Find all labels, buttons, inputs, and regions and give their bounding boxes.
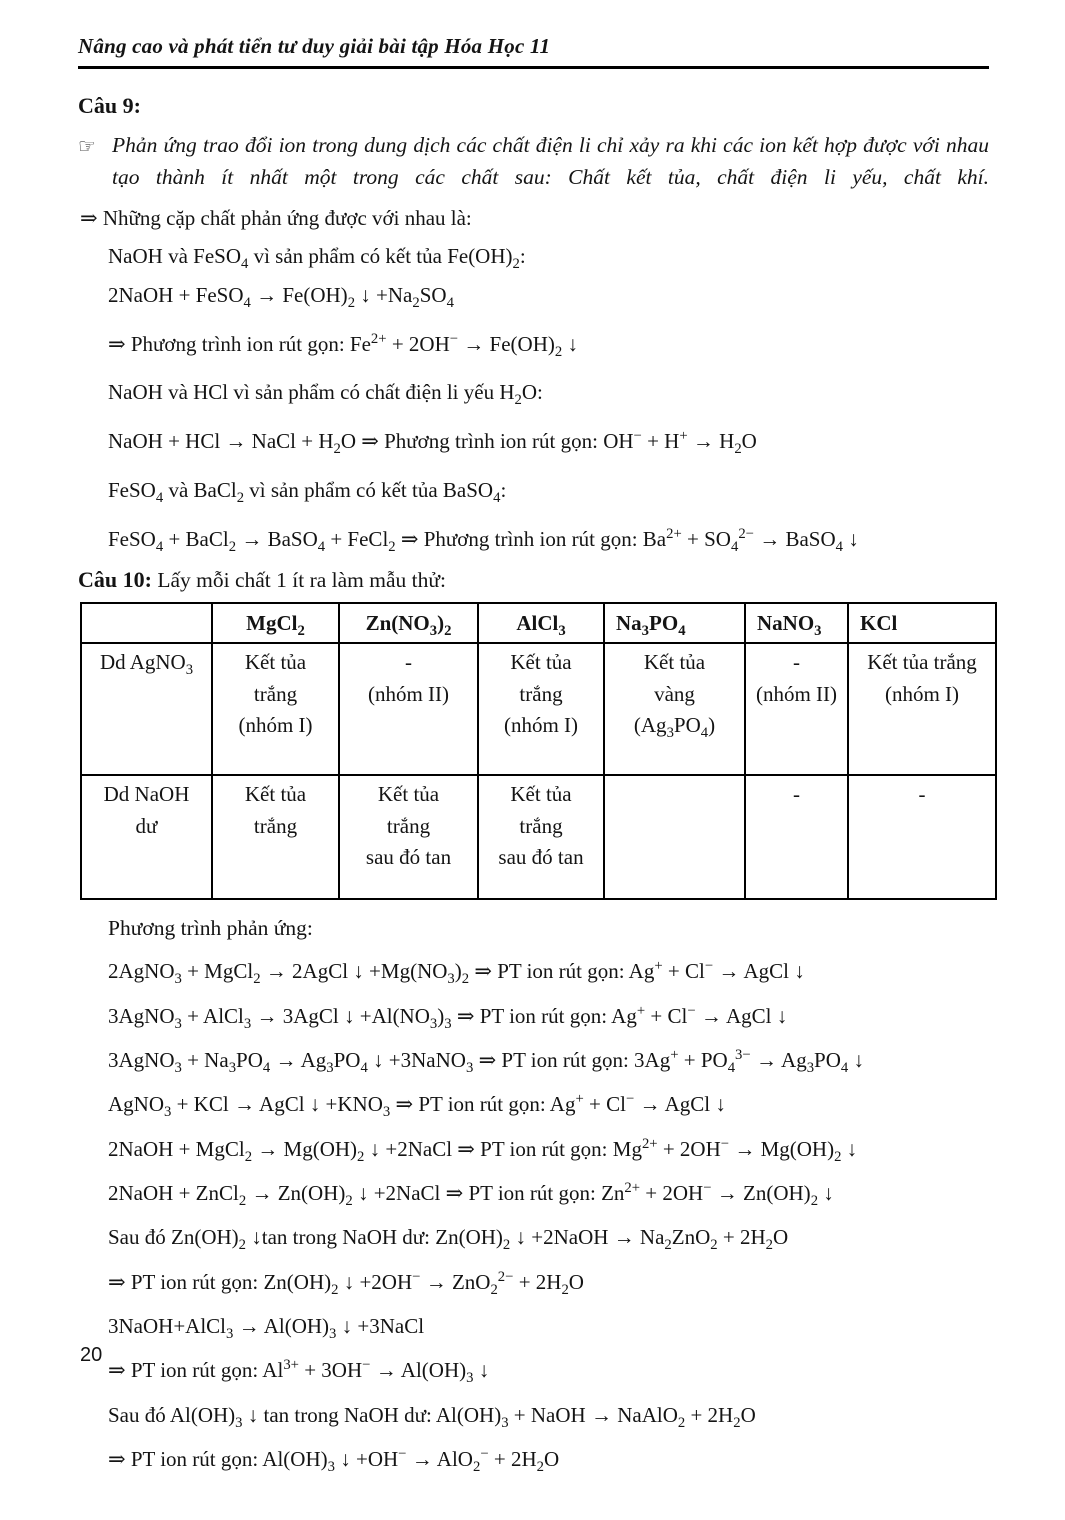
table-column-header: NaNO$_3$ — [745, 603, 848, 643]
result-cell: Kết tủa trắng sau đó tan — [339, 775, 478, 899]
result-cell: - (nhóm II) — [745, 643, 848, 775]
result-cell: - (nhóm II) — [339, 643, 478, 775]
cau9-note-text: Phản ứng trao đổi ion trong dung dịch các chất điện li chỉ xảy ra khi các ion kết hợp được với nhau tạo thành ít nhất một trong các chất sau: Chất kết tủa, chất điện li yếu, chất khí. — [112, 133, 989, 190]
result-cell: Kết tủa trắng sau đó tan — [478, 775, 604, 899]
text-line: NaOH và FeSO$_4$ vì sản phẩm có kết tủa $Fe(OH)_2$: — [108, 244, 526, 273]
text-line: ⇒ Những cặp chất phản ứng được với nhau là: — [80, 205, 472, 230]
equation-line: 3AgNO$_3$ + AlCl$_3$ → 3AgCl ↓ $+Al(NO_3)_3$ ⇒ PT ion rút gọn: Ag+ + Cl− → AgCl ↓ — [108, 1002, 788, 1032]
equation-line: Sau đó $Al(OH)_3$ ↓ tan trong NaOH dư: $Al(OH)_3$ + NaOH → NaAlO$_2$ + $2H_2O$ — [108, 1402, 756, 1431]
cau10-heading-text: Lấy mỗi chất 1 ít ra làm mẫu thử: — [151, 568, 447, 593]
equation-line: 2NaOH + ZnCl$_2$ → $Zn(OH)_2$ ↓ +2NaCl ⇒ PT ion rút gọn: $Zn^{2+} + 2OH^- \to Zn(OH)_2$ ↓ — [108, 1179, 834, 1210]
table-column-header: MgCl$_2$ — [212, 603, 339, 643]
table-column-header: $Na_3PO_4$ — [604, 603, 745, 643]
result-cell: Kết tủa trắng (nhóm I) — [848, 643, 996, 775]
cau9-note — [78, 129, 989, 194]
pointing-hand-icon: ☞ — [78, 134, 96, 158]
equation-line: 3NaOH+AlCl$_3$ → $Al(OH)_3$ ↓ +3NaCl — [108, 1314, 425, 1343]
page-number: 20 — [80, 1344, 103, 1366]
cau9-heading: Câu 9: — [78, 93, 141, 118]
equation-line: 3AgNO$_3$ + $Na_3PO_4 \to Ag_3PO_4$ ↓ +3NaNO$_3$ ⇒ PT ion rút gọn: $3Ag^+ + PO_4^{3-} \to Ag_3PO_4$ ↓ — [108, 1046, 864, 1077]
cau10-heading-label: Câu 10: — [78, 567, 152, 593]
equation-line: AgNO$_3$ + KCl → AgCl ↓ $+KNO_3$ ⇒ PT ion rút gọn: Ag+ + Cl− → AgCl ↓ — [108, 1091, 726, 1121]
pt-heading: Phương trình phản ứng: — [108, 916, 313, 941]
row-label-cell: Dd AgNO$_3$ — [81, 643, 212, 775]
result-cell — [604, 775, 745, 899]
result-cell: Kết tủa trắng (nhóm I) — [478, 643, 604, 775]
cau10-heading — [78, 567, 989, 593]
result-cell: - — [745, 775, 848, 899]
table-column-header: $Zn(NO_3)_2$ — [339, 603, 478, 643]
running-header-title: Nâng cao và phát tiển tư duy giải bài tập Hóa Học 11 — [78, 34, 989, 69]
result-cell: Kết tủa trắng (nhóm I) — [212, 643, 339, 775]
result-cell: Kết tủa trắng — [212, 775, 339, 899]
table-corner-cell — [81, 603, 212, 643]
equation-line: 2AgNO$_3$ + MgCl$_2$ → 2AgCl ↓ $+Mg(NO_3)_2$ ⇒ PT ion rút gọn: Ag+ + Cl− → AgCl ↓ — [108, 958, 805, 988]
text-line: FeSO$_4$ và BaCl$_2$ vì sản phẩm có kết tủa BaSO$_4$: — [108, 477, 507, 506]
equation-line: Sau đó $Zn(OH)_2$ ↓tan trong NaOH dư: $Zn(OH)_2$ ↓ +2NaOH → $Na_2ZnO_2 + 2H_2O$ — [108, 1225, 789, 1254]
row-label-cell: Dd NaOH dư — [81, 775, 212, 899]
cau10-table-head — [81, 603, 996, 643]
text-line: ⇒ Phương trình ion rút gọn: $Fe^{2+} + 2OH^- \to Fe(OH)_2$ ↓ — [108, 330, 578, 360]
text-line: 2NaOH + FeSO$_4$ → $Fe(OH)_2$ ↓ $+Na_2SO_4$ — [108, 282, 454, 312]
result-cell: Kết tủa vàng $(Ag_3PO_4)$ — [604, 643, 745, 775]
equation-list — [78, 957, 989, 1476]
text-line: FeSO$_4$ + BaCl$_2$ → BaSO$_4$ + FeCl$_2$ ⇒ Phương trình ion rút gọn: $Ba^{2+} + SO_4^{2-}$ → BaSO$_4$ ↓ — [108, 525, 859, 555]
equation-line: 2NaOH + MgCl$_2$ → $Mg(OH)_2$ ↓ +2NaCl ⇒ PT ion rút gọn: $Mg^{2+} + 2OH^- \to Mg(OH)_2$ ↓ — [108, 1135, 858, 1165]
table-row — [81, 643, 996, 775]
result-cell: - — [848, 775, 996, 899]
equation-line: ⇒ PT ion rút gọn: $Zn(OH)_2$ ↓ $+2OH^- \to ZnO_2^{2-} + 2H_2O$ — [108, 1268, 584, 1298]
equation-line: ⇒ PT ion rút gọn: $Al^{3+} + 3OH^- \to Al(OH)_3$ ↓ — [108, 1357, 490, 1387]
text-line: NaOH + HCl → NaCl + $H_2O$ ⇒ Phương trình ion rút gọn: $OH^- + H^+ \to H_2O$ — [108, 428, 757, 458]
cau10-table — [80, 602, 997, 900]
cau9-lines — [78, 205, 989, 554]
table-row — [81, 775, 996, 899]
text-line: NaOH và HCl vì sản phẩm có chất điện li yếu $H_2O$: — [108, 380, 543, 409]
equation-line: ⇒ PT ion rút gọn: $Al(OH)_3$ ↓ $+OH^- \to AlO_2^- + 2H_2O$ — [108, 1446, 560, 1476]
table-column-header: AlCl$_3$ — [478, 603, 604, 643]
cau10-table-body — [81, 643, 996, 899]
table-header-row — [81, 603, 996, 643]
table-column-header: KCl — [848, 603, 996, 643]
